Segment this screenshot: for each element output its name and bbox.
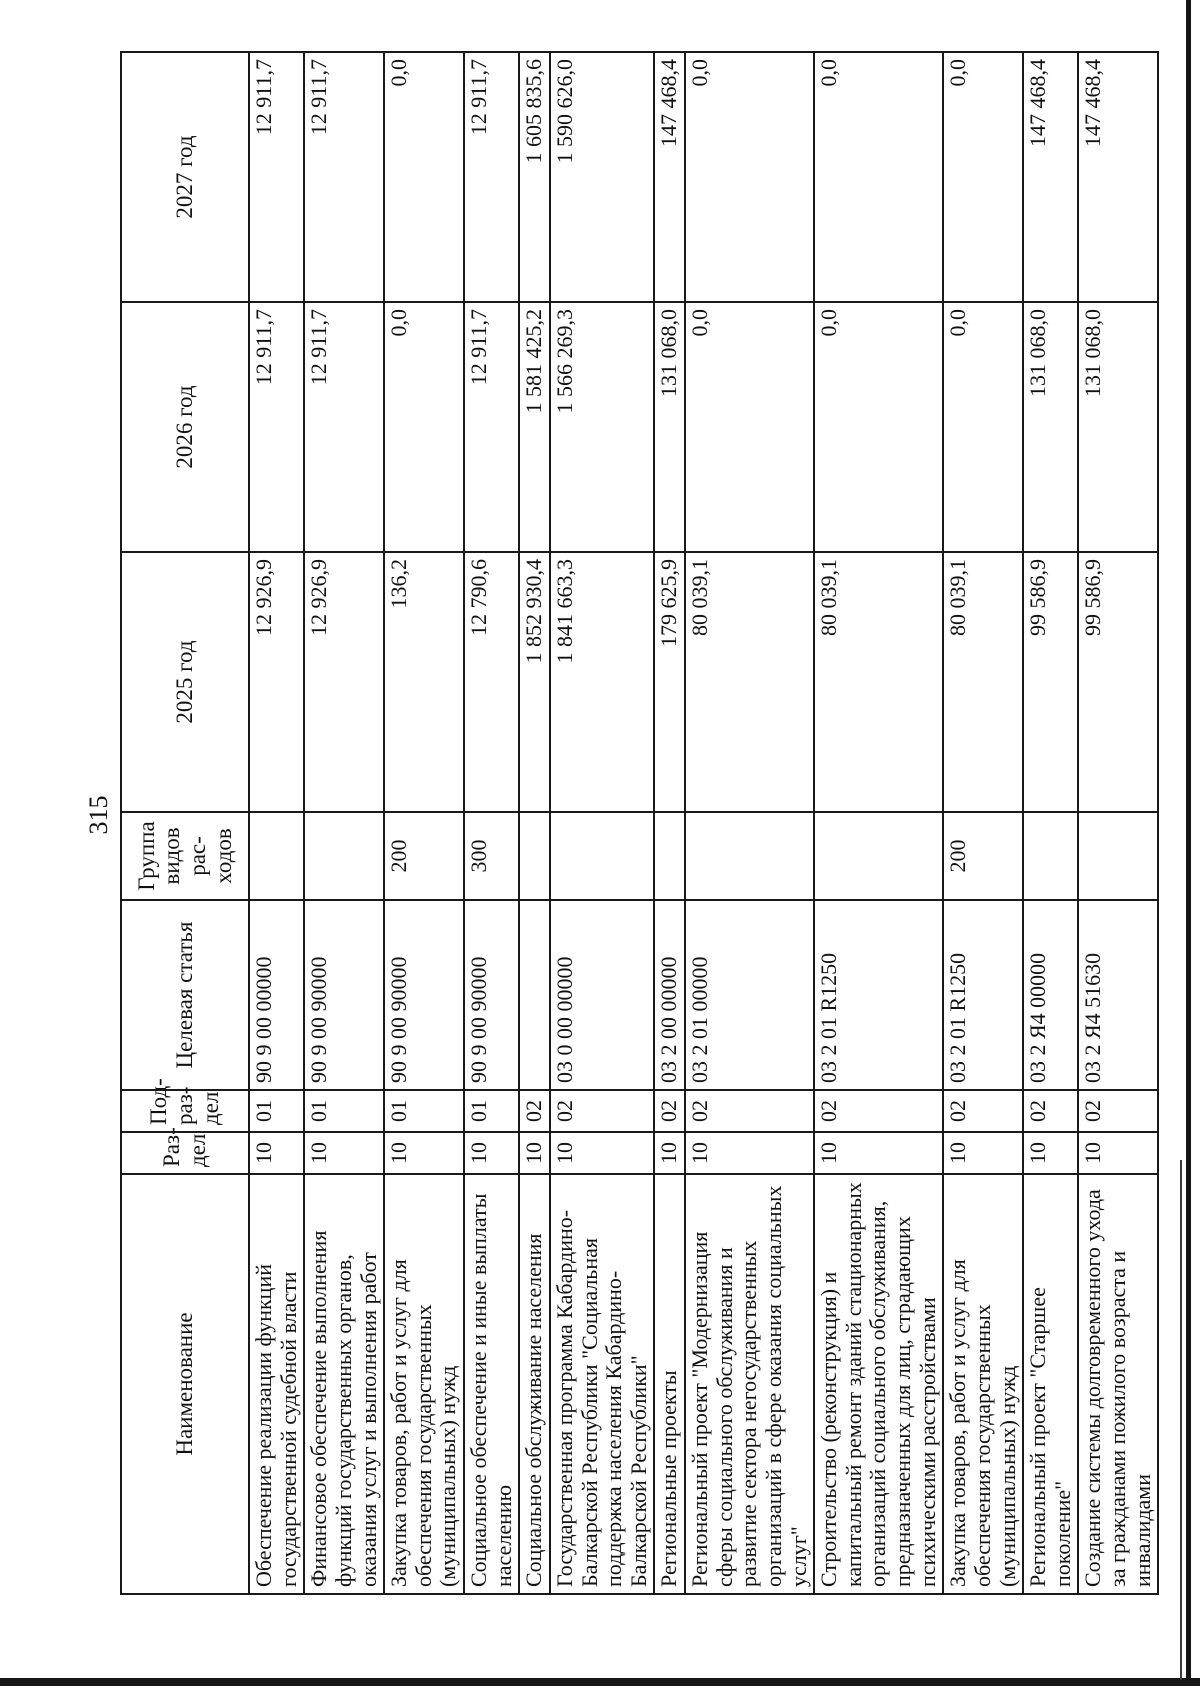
cell-name: Региональные проекты	[654, 1174, 685, 1594]
scan-edge-right-thin	[1180, 1160, 1182, 1680]
cell-2026: 0,0	[685, 302, 814, 552]
cell-section: 10	[943, 1132, 1023, 1174]
cell-name: Региональный проект "Модернизация сферы социального обслуживания и развитие сектора негосударственных организаций в сфере оказания социальных услуг"	[685, 1174, 814, 1594]
cell-section: 10	[814, 1132, 943, 1174]
cell-name: Закупка товаров, работ и услуг для обеспечения государственных (муниципальных) нужд	[943, 1174, 1023, 1594]
cell-2026: 0,0	[943, 302, 1023, 552]
cell-group	[654, 812, 685, 900]
cell-2025: 80 039,1	[943, 552, 1023, 812]
table-row	[814, 52, 943, 1594]
header-section: Раз-дел	[121, 1132, 249, 1174]
cell-name: Строительство (реконструкция) и капитальный ремонт зданий стационарных организаций социального обслуживания, предназначенных для лиц, страдающих психическими расстройствами	[814, 1174, 943, 1594]
cell-section: 10	[654, 1132, 685, 1174]
cell-2027: 12 911,7	[304, 52, 384, 302]
cell-2025: 99 586,9	[1078, 552, 1158, 812]
cell-2025: 80 039,1	[685, 552, 814, 812]
cell-name: Региональный проект "Старшее поколение"	[1023, 1174, 1078, 1594]
cell-article: 03 2 Я4 00000	[1023, 900, 1078, 1090]
header-2027: 2027 год	[121, 52, 249, 302]
table-row	[1023, 52, 1078, 1594]
cell-section: 10	[519, 1132, 550, 1174]
cell-2026: 12 911,7	[249, 302, 304, 552]
header-subsection: Под-раз-дел	[121, 1090, 249, 1132]
cell-article: 90 9 00 90000	[304, 900, 384, 1090]
cell-2026: 12 911,7	[464, 302, 519, 552]
table-row	[249, 52, 304, 1594]
cell-article: 03 2 Я4 51630	[1078, 900, 1158, 1090]
cell-2025: 12 926,9	[304, 552, 384, 812]
cell-section: 10	[550, 1132, 655, 1174]
cell-group: 200	[943, 812, 1023, 900]
header-name: Наименование	[121, 1174, 249, 1594]
cell-subsection: 01	[249, 1090, 304, 1132]
cell-2027: 12 911,7	[249, 52, 304, 302]
cell-2025: 1 852 930,4	[519, 552, 550, 812]
cell-subsection: 02	[550, 1090, 655, 1132]
cell-article: 03 2 01 R1250	[943, 900, 1023, 1090]
table-row	[943, 52, 1023, 1594]
cell-group	[814, 812, 943, 900]
cell-2027: 0,0	[814, 52, 943, 302]
table-row	[464, 52, 519, 1594]
cell-article: 03 2 00 00000	[654, 900, 685, 1090]
cell-name: Государственная программа Кабардино-Балкарской Республики "Социальная поддержка населения Кабардино-Балкарской Республики"	[550, 1174, 655, 1594]
cell-2025: 99 586,9	[1023, 552, 1078, 812]
table-row	[654, 52, 685, 1594]
cell-name: Финансовое обеспечение выполнения функций государственных органов, оказания услуг и выполнения работ	[304, 1174, 384, 1594]
cell-subsection: 01	[464, 1090, 519, 1132]
cell-article: 90 9 00 00000	[249, 900, 304, 1090]
cell-name: Обеспечение реализации функций государственной судебной власти	[249, 1174, 304, 1594]
cell-subsection: 02	[654, 1090, 685, 1132]
cell-subsection: 02	[1023, 1090, 1078, 1132]
cell-2025: 1 841 663,3	[550, 552, 655, 812]
cell-subsection: 02	[685, 1090, 814, 1132]
cell-group	[304, 812, 384, 900]
cell-subsection: 02	[1078, 1090, 1158, 1132]
cell-2026: 131 068,0	[654, 302, 685, 552]
cell-2025: 80 039,1	[814, 552, 943, 812]
cell-2026: 12 911,7	[304, 302, 384, 552]
cell-article	[519, 900, 550, 1090]
header-2026: 2026 год	[121, 302, 249, 552]
cell-section: 10	[384, 1132, 464, 1174]
cell-group	[1023, 812, 1078, 900]
table-row	[1078, 52, 1158, 1594]
table-row	[304, 52, 384, 1594]
cell-group: 300	[464, 812, 519, 900]
table-row	[384, 52, 464, 1594]
cell-group: 200	[384, 812, 464, 900]
scan-edge-right	[1186, 0, 1191, 1686]
cell-name: Создание системы долговременного ухода за гражданами пожилого возраста и инвалидами	[1078, 1174, 1158, 1594]
cell-2027: 1 605 835,6	[519, 52, 550, 302]
cell-section: 10	[685, 1132, 814, 1174]
table-row	[519, 52, 550, 1594]
cell-2027: 147 468,4	[1078, 52, 1158, 302]
table-row	[685, 52, 814, 1594]
cell-subsection: 02	[943, 1090, 1023, 1132]
cell-name: Социальное обеспечение и иные выплаты населению	[464, 1174, 519, 1594]
cell-2026: 0,0	[384, 302, 464, 552]
cell-2026: 1 566 269,3	[550, 302, 655, 552]
cell-2027: 0,0	[685, 52, 814, 302]
cell-2025: 179 625,9	[654, 552, 685, 812]
cell-group	[249, 812, 304, 900]
cell-2027: 0,0	[943, 52, 1023, 302]
header-target-article: Целевая статья	[121, 900, 249, 1090]
cell-subsection: 02	[814, 1090, 943, 1132]
cell-name: Закупка товаров, работ и услуг для обеспечения государственных (муниципальных) нужд	[384, 1174, 464, 1594]
header-expense-group: Группа видов рас-ходов	[121, 812, 249, 900]
cell-section: 10	[249, 1132, 304, 1174]
cell-section: 10	[1023, 1132, 1078, 1174]
table-header-row	[121, 52, 249, 1594]
cell-2025: 12 790,6	[464, 552, 519, 812]
cell-group	[519, 812, 550, 900]
cell-article: 90 9 00 90000	[464, 900, 519, 1090]
cell-group	[1078, 812, 1158, 900]
cell-2027: 147 468,4	[1023, 52, 1078, 302]
cell-article: 03 0 00 00000	[550, 900, 655, 1090]
table-row	[550, 52, 655, 1594]
cell-subsection: 01	[384, 1090, 464, 1132]
rotated-table-container	[120, 53, 1155, 1595]
cell-article: 03 2 01 00000	[685, 900, 814, 1090]
cell-2027: 12 911,7	[464, 52, 519, 302]
cell-section: 10	[1078, 1132, 1158, 1174]
header-2025: 2025 год	[121, 552, 249, 812]
cell-2027: 1 590 626,0	[550, 52, 655, 302]
cell-section: 10	[464, 1132, 519, 1174]
cell-2027: 0,0	[384, 52, 464, 302]
cell-2026: 0,0	[814, 302, 943, 552]
cell-2027: 147 468,4	[654, 52, 685, 302]
cell-2026: 1 581 425,2	[519, 302, 550, 552]
cell-2026: 131 068,0	[1023, 302, 1078, 552]
cell-name: Социальное обслуживание населения	[519, 1174, 550, 1594]
cell-article: 03 2 01 R1250	[814, 900, 943, 1090]
cell-group	[550, 812, 655, 900]
page-number: 315	[84, 795, 113, 835]
cell-2025: 12 926,9	[249, 552, 304, 812]
cell-article: 90 9 00 90000	[384, 900, 464, 1090]
cell-subsection: 02	[519, 1090, 550, 1132]
cell-2026: 131 068,0	[1078, 302, 1158, 552]
cell-section: 10	[304, 1132, 384, 1174]
cell-subsection: 01	[304, 1090, 384, 1132]
budget-table	[120, 51, 1159, 1595]
cell-group	[685, 812, 814, 900]
cell-2025: 136,2	[384, 552, 464, 812]
scan-edge-bottom	[0, 1678, 1200, 1686]
